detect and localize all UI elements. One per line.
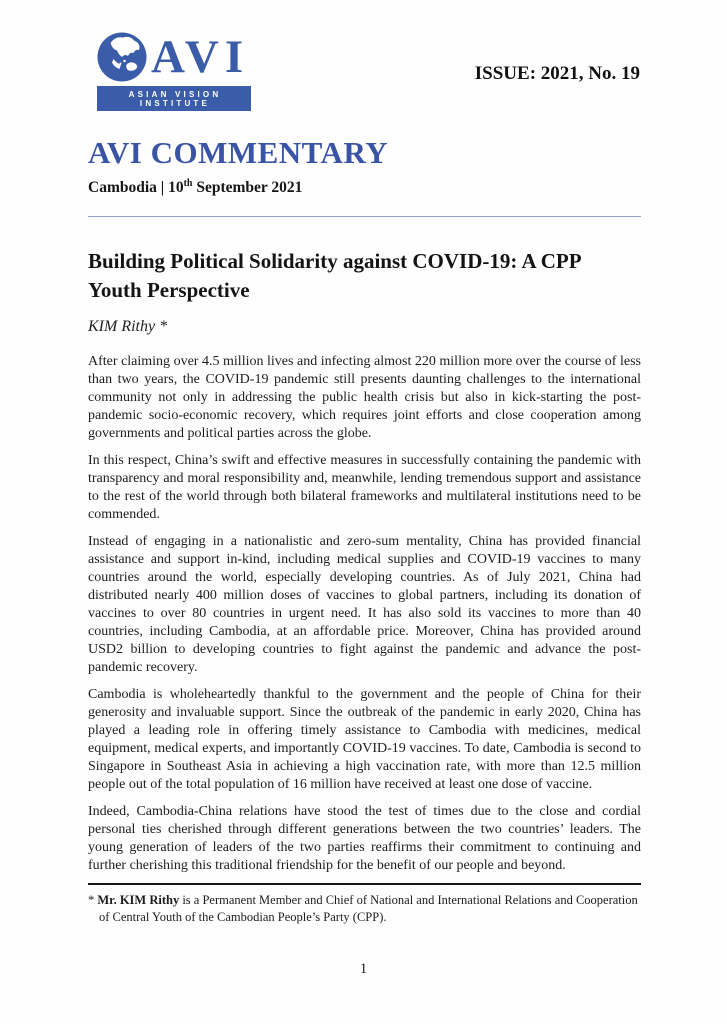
body-paragraph-4: Cambodia is wholeheartedly thankful to the government and the people of China for their generosity and invaluable support. Since the outbreak of the pandemic in early 2020, China has played a leading role in offering timely assistance to Cambodia with medicines, medical equipment, medical experts, and importantly COVID-19 vaccines. To date, Cambodia is second to Singapore in Southeast Asia in achieving a high vaccination rate, with more than 12.5 million people out of the total population of 16 million have received at least one dose of vaccine. [88,687,641,792]
issue-label: ISSUE: 2021, No. 19 [474,63,640,84]
dateline [88,178,302,197]
article-body [88,247,641,884]
footnote-marker: * [88,893,98,907]
article-title-line-2: Youth Perspective [88,278,250,302]
body-paragraph-1: After claiming over 4.5 million lives and infecting almost 220 million more over the course of less than two years, the COVID-19 pandemic still presents daunting challenges to the international community not only in addressing the public health crisis but also in kick-starting the post-pandemic socio-economic recovery, which requires joint efforts and close cooperation among governments and political parties across the globe. [88,354,641,441]
dateline-suffix: September 2021 [192,179,303,197]
header-divider [88,216,641,217]
body-paragraph-3: Instead of engaging in a nationalistic and zero-sum mentality, China has provided financial assistance and support in-kind, including medical supplies and COVID-19 vaccines to many countries around the world, especially developing countries. As of July 2021, China had distributed nearly 400 million doses of vaccines to global partners, including its donation of vaccines to over 80 countries in urgent need. It has also sold its vaccines to more than 40 countries, including Cambodia, at an affordable price. Moreover, China has provided around USD2 billion to developing countries to fight against the pandemic and advance the post-pandemic recovery. [88,534,641,675]
series-title: AVI COMMENTARY [88,135,389,170]
body-paragraph-2: In this respect, China’s swift and effective measures in successfully containing the pandemic with transparency and moral responsibility and, meanwhile, lending tremendous support and assistance to the rest of the world through both bilateral frameworks and multilateral institutions need to be commended. [88,453,641,522]
dateline-ordinal: th [183,178,193,189]
footnote-divider [88,883,641,885]
author-byline: KIM Rithy * [88,318,168,335]
article-title [88,247,641,305]
page-number: 1 [359,961,368,977]
globe-asia-icon [97,32,147,82]
footnote [88,883,641,925]
dateline-prefix: Cambodia | 10 [88,179,184,197]
logo-acronym: AVI [151,30,250,83]
logo-top [97,32,251,82]
article-title-line-1: Building Political Solidarity against COVID-19: A CPP [88,249,582,273]
body-paragraph-5: Indeed, Cambodia-China relations have stood the test of times due to the close and cordial personal ties cherished through different generations between the two countries’ leaders. The young generation of leaders of the two parties reaffirms their commitment to continuing and further cherishing this traditional friendship for the benefit of our people and beyond. [88,804,641,873]
footnote-description: is a Permanent Member and Chief of National and International Relations and Cooperation of Central Youth of the Cambodian People’s Party (CPP). [99,893,638,924]
footnote-text [88,892,641,925]
avi-logo [97,32,251,111]
footnote-author-name: Mr. KIM Rithy [97,893,180,907]
logo-org-name: ASIAN VISION INSTITUTE [97,86,251,111]
